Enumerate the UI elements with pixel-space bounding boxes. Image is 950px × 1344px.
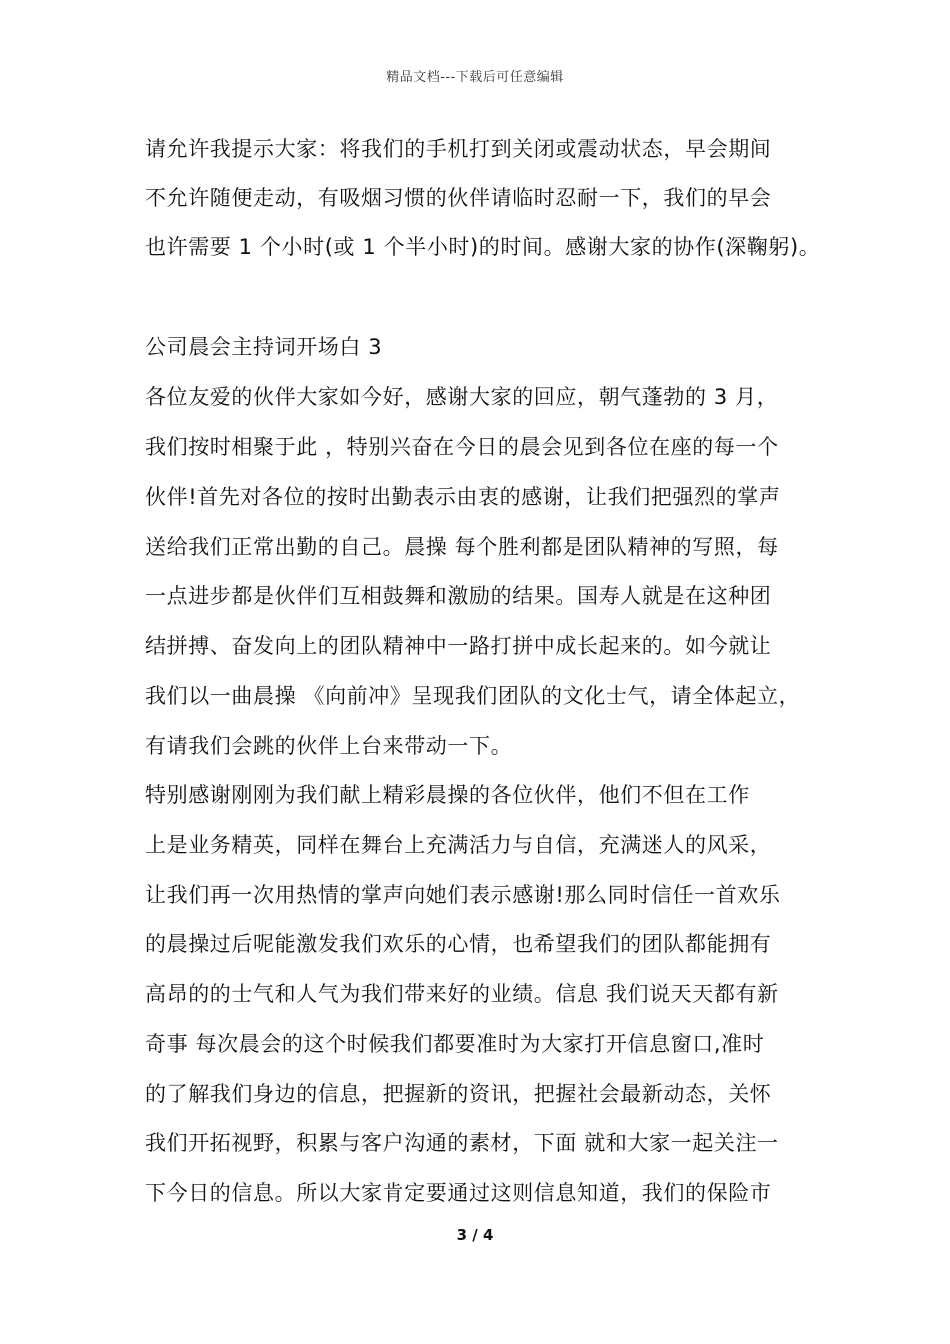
text-line: 的晨操过后呢能激发我们欢乐的心情，也希望我们的团队都能拥有 bbox=[145, 932, 772, 956]
text-line: 我们以一曲晨操 《向前冲》呈现我们团队的文化士气，请全体起立， bbox=[145, 684, 801, 708]
text-line: 我们开拓视野，积累与客户沟通的素材，下面 就和大家一起关注一 bbox=[145, 1131, 779, 1155]
text-line: 下今日的信息。所以大家肯定要通过这则信息知道，我们的保险市 bbox=[145, 1181, 772, 1205]
text-line: 送给我们正常出勤的自己。晨操 每个胜利都是团队精神的写照，每 bbox=[145, 535, 779, 559]
text-line: 有请我们会跳的伙伴上台来带动一下。 bbox=[145, 734, 513, 758]
text-line: 请允许我提示大家：将我们的手机打到关闭或震动状态，早会期间 bbox=[145, 137, 772, 161]
page-number: 3 / 4 bbox=[456, 1226, 494, 1244]
text-line: 结拼搏、奋发向上的团队精神中一路打拼中成长起来的。如今就让 bbox=[145, 634, 772, 658]
text-line: 各位友爱的伙伴大家如今好，感谢大家的回应，朝气蓬勃的 3 月， bbox=[145, 385, 779, 409]
text-line: 伙伴!首先对各位的按时出勤表示由衷的感谢，让我们把强烈的掌声 bbox=[145, 485, 781, 509]
text-line: 高昂的的士气和人气为我们带来好的业绩。信息 我们说天天都有新 bbox=[145, 982, 779, 1006]
section-title: 公司晨会主持词开场白 3 bbox=[145, 335, 383, 359]
text-line: 一点进步都是伙伴们互相鼓舞和激励的结果。国寿人就是在这种团 bbox=[145, 584, 772, 608]
page-header: 精品文档---下载后可任意编辑 bbox=[386, 70, 564, 85]
text-line: 的了解我们身边的信息，把握新的资讯，把握社会最新动态，关怀 bbox=[145, 1082, 772, 1106]
text-line: 让我们再一次用热情的掌声向她们表示感谢!那么同时信任一首欢乐 bbox=[145, 883, 781, 907]
text-line: 也许需要 1 个小时(或 1 个半小时)的时间。感谢大家的协作(深鞠躬)。 bbox=[145, 235, 821, 259]
text-line: 奇事 每次晨会的这个时候我们都要准时为大家打开信息窗口,准时 bbox=[145, 1032, 765, 1056]
text-line: 我们按时相聚于此 ，特别兴奋在今日的晨会见到各位在座的每一个 bbox=[145, 435, 779, 459]
text-line: 特别感谢刚刚为我们献上精彩晨操的各位伙伴，他们不但在工作 bbox=[145, 783, 750, 807]
text-line: 不允许随便走动，有吸烟习惯的伙伴请临时忍耐一下，我们的早会 bbox=[145, 186, 772, 210]
text-line: 上是业务精英，同样在舞台上充满活力与自信，充满迷人的风采， bbox=[145, 833, 772, 857]
